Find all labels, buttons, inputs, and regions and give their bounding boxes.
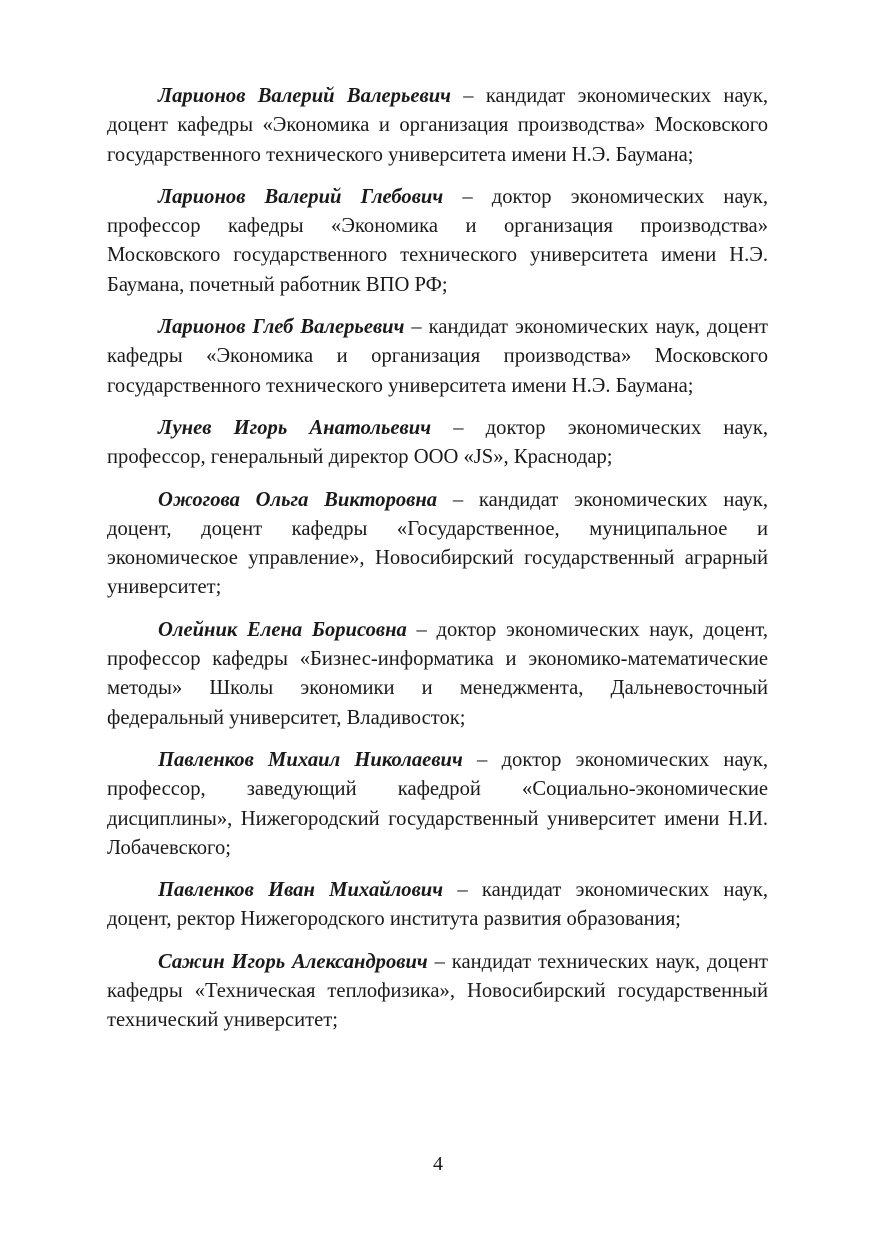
author-entry — [107, 948, 768, 1036]
author-name: Ларионов Валерий Глебович — [158, 185, 444, 208]
author-name: Ларионов Глеб Валерьевич — [158, 316, 405, 339]
page-number: 4 — [433, 1153, 443, 1175]
author-name: Павленков Михаил Николаевич — [158, 748, 463, 771]
author-name: Сажин Игорь Александрович — [158, 950, 428, 973]
author-description: – кандидат технических наук, доцент кафедры «Техническая теплофизика», Новосибирский государственный технический университет; — [107, 950, 768, 1032]
author-name: Лунев Игорь Анатольевич — [158, 416, 432, 439]
author-entry — [107, 414, 768, 473]
author-entry — [107, 486, 768, 603]
author-name: Олейник Елена Борисовна — [158, 618, 407, 641]
author-name: Павленков Иван Михайлович — [158, 879, 444, 902]
author-description: – доктор экономических наук, профессор, заведующий кафедрой «Социально-экономические дисциплины», Нижегородский государственный университет имени Н.И. Лобачевского; — [107, 748, 768, 859]
author-entry — [107, 616, 768, 733]
author-description: – кандидат экономических наук, доцент кафедры «Экономика и организация производства» Московского государственного технического университета имени Н.Э. Баумана; — [107, 85, 768, 166]
author-description: – доктор экономических наук, профессор, генеральный директор ООО «JS», Краснодар; — [107, 416, 768, 469]
document-page — [107, 82, 768, 1049]
author-name: Ларионов Валерий Валерьевич — [158, 85, 451, 107]
author-description: – кандидат экономических наук, доцент, ректор Нижегородского института развития образования; — [107, 879, 768, 931]
author-name: Ожогова Ольга Викторовна — [158, 488, 438, 511]
author-description: – доктор экономических наук, профессор кафедры «Экономика и организация производства» Московского государственного технического университета имени Н.Э. Баумана, почетный работник ВПО РФ; — [107, 185, 768, 296]
author-entry — [107, 82, 768, 170]
author-entry — [107, 313, 768, 401]
author-description: – доктор экономических наук, доцент, профессор кафедры «Бизнес-информатика и экономико-математические методы» Школы экономики и менеджмента, Дальневосточный федеральный университет, Владивосток; — [107, 618, 768, 729]
author-entry — [107, 876, 768, 935]
author-entry — [107, 183, 768, 300]
author-description: – кандидат экономических наук, доцент кафедры «Экономика и организация производства» Московского государственного технического университета имени Н.Э. Баумана; — [107, 316, 768, 397]
author-entry — [107, 746, 768, 863]
author-description: – кандидат экономических наук, доцент, доцент кафедры «Государственное, муниципальное и экономическое управление», Новосибирский государственный аграрный университет; — [107, 488, 768, 599]
